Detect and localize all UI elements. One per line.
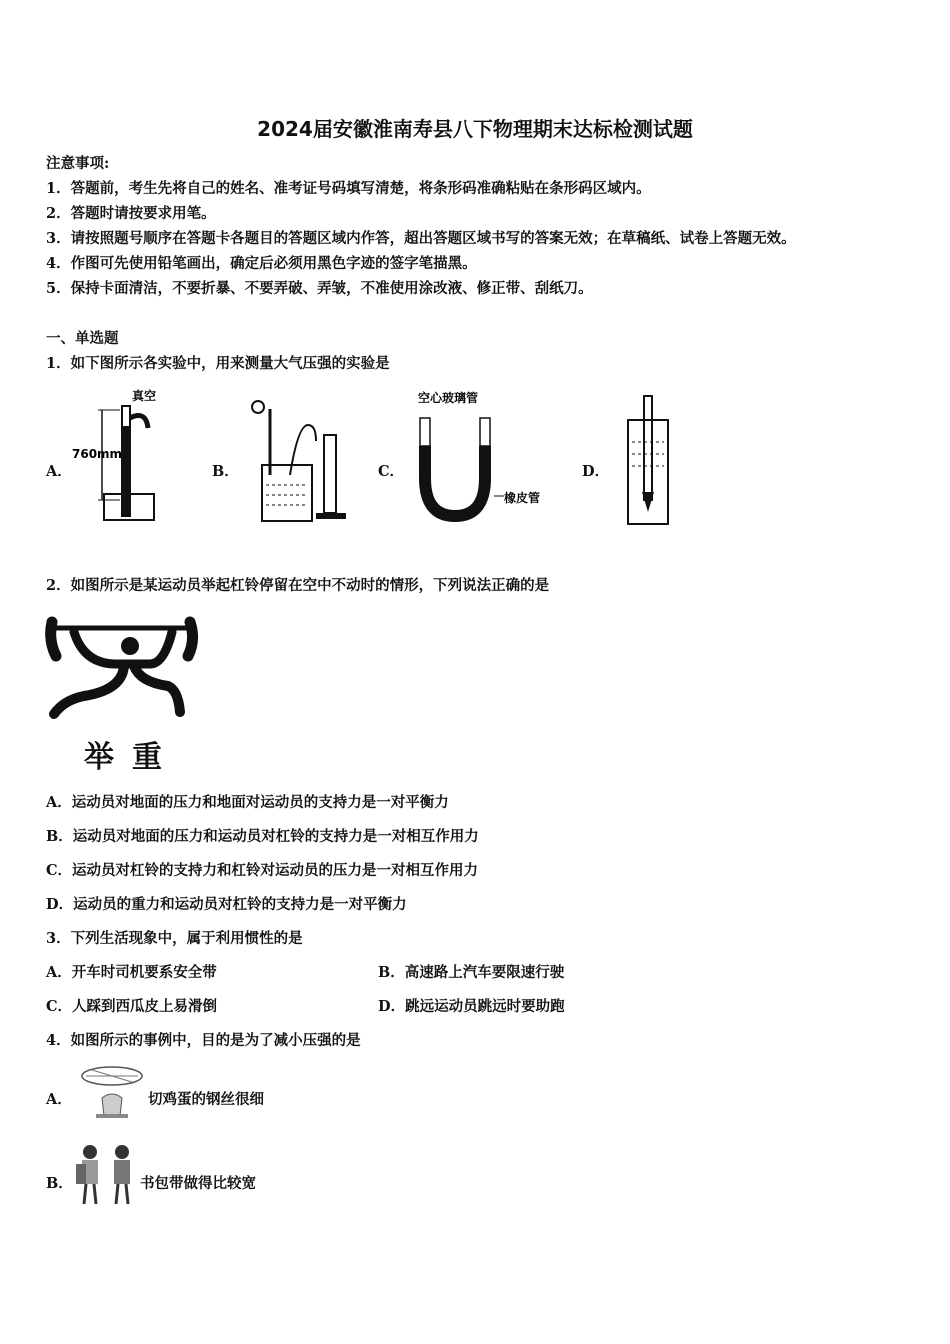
q1-label-b: B．: [212, 463, 239, 480]
q2-stem: 2．如图所示是某运动员举起杠铃停留在空中不动时的情形，下列说法正确的是: [46, 577, 550, 594]
q3-option-b: B．高速路上汽车要限速行驶: [378, 964, 565, 981]
schoolbag-kids-image: [72, 1142, 138, 1208]
height-label: 760mm: [72, 447, 123, 461]
q1-label-c: C．: [378, 463, 405, 480]
rubber-tube-label: 橡皮管: [504, 491, 541, 505]
connected-tube-figure: [410, 388, 550, 526]
q3-option-a: A．开车时司机要系安全带: [46, 964, 217, 981]
notice-item-3: 3．请按照题号顺序在答题卡各题目的答题区域内作答，超出答题区域书写的答案无效；在草稿纸、试卷上答题无效。: [46, 230, 796, 247]
q4-label-a: A．: [46, 1091, 72, 1108]
q1-label-a: A．: [46, 463, 72, 480]
notice-item-1: 1．答题前，考生先将自己的姓名、准考证号码填写清楚，将条形码准确粘贴在条形码区域内。: [46, 180, 651, 197]
densimeter-figure: [622, 392, 674, 528]
q3-option-c: C．人踩到西瓜皮上易滑倒: [46, 998, 218, 1015]
weightlifting-caption: 举重: [84, 740, 180, 775]
q3-stem: 3．下列生活现象中，属于利用惯性的是: [46, 930, 303, 947]
section-heading: 一、单选题: [46, 330, 119, 347]
egg-slicer-image: [74, 1062, 146, 1124]
weightlifter-icon: [44, 600, 200, 722]
q4-option-a: 切鸡蛋的钢丝很细: [148, 1091, 264, 1108]
u-manometer-figure: [238, 395, 353, 523]
torricelli-figure: [66, 388, 160, 524]
q2-option-c: C．运动员对杠铃的支持力和杠铃对运动员的压力是一对相互作用力: [46, 862, 479, 879]
notice-item-4: 4．作图可先使用铅笔画出，确定后必须用黑色字迹的签字笔描黑。: [46, 255, 477, 272]
q1-label-d: D．: [582, 463, 610, 480]
q2-option-d: D．运动员的重力和运动员对杠铃的支持力是一对平衡力: [46, 896, 407, 913]
glass-tube-label: 空心玻璃管: [418, 391, 479, 405]
q4-stem: 4．如图所示的事例中，目的是为了减小压强的是: [46, 1032, 361, 1049]
notice-item-5: 5．保持卡面清洁，不要折暴、不要弄破、弄皱，不准使用涂改液、修正带、刮纸刀。: [46, 280, 593, 297]
q3-option-d: D．跳远运动员跳远时要助跑: [378, 998, 565, 1015]
page-title: 2024届安徽淮南寿县八下物理期末达标检测试题: [257, 117, 693, 141]
q4-option-b: 书包带做得比较宽: [140, 1175, 256, 1192]
notice-heading: 注意事项:: [46, 155, 110, 172]
q2-option-a: A．运动员对地面的压力和地面对运动员的支持力是一对平衡力: [46, 794, 449, 811]
q2-option-b: B．运动员对地面的压力和运动员对杠铃的支持力是一对相互作用力: [46, 828, 479, 845]
notice-item-2: 2．答题时请按要求用笔。: [46, 205, 216, 222]
vacuum-label: 真空: [132, 389, 157, 403]
q4-label-b: B．: [46, 1175, 73, 1192]
q1-stem: 1．如下图所示各实验中，用来测量大气压强的实验是: [46, 355, 390, 372]
